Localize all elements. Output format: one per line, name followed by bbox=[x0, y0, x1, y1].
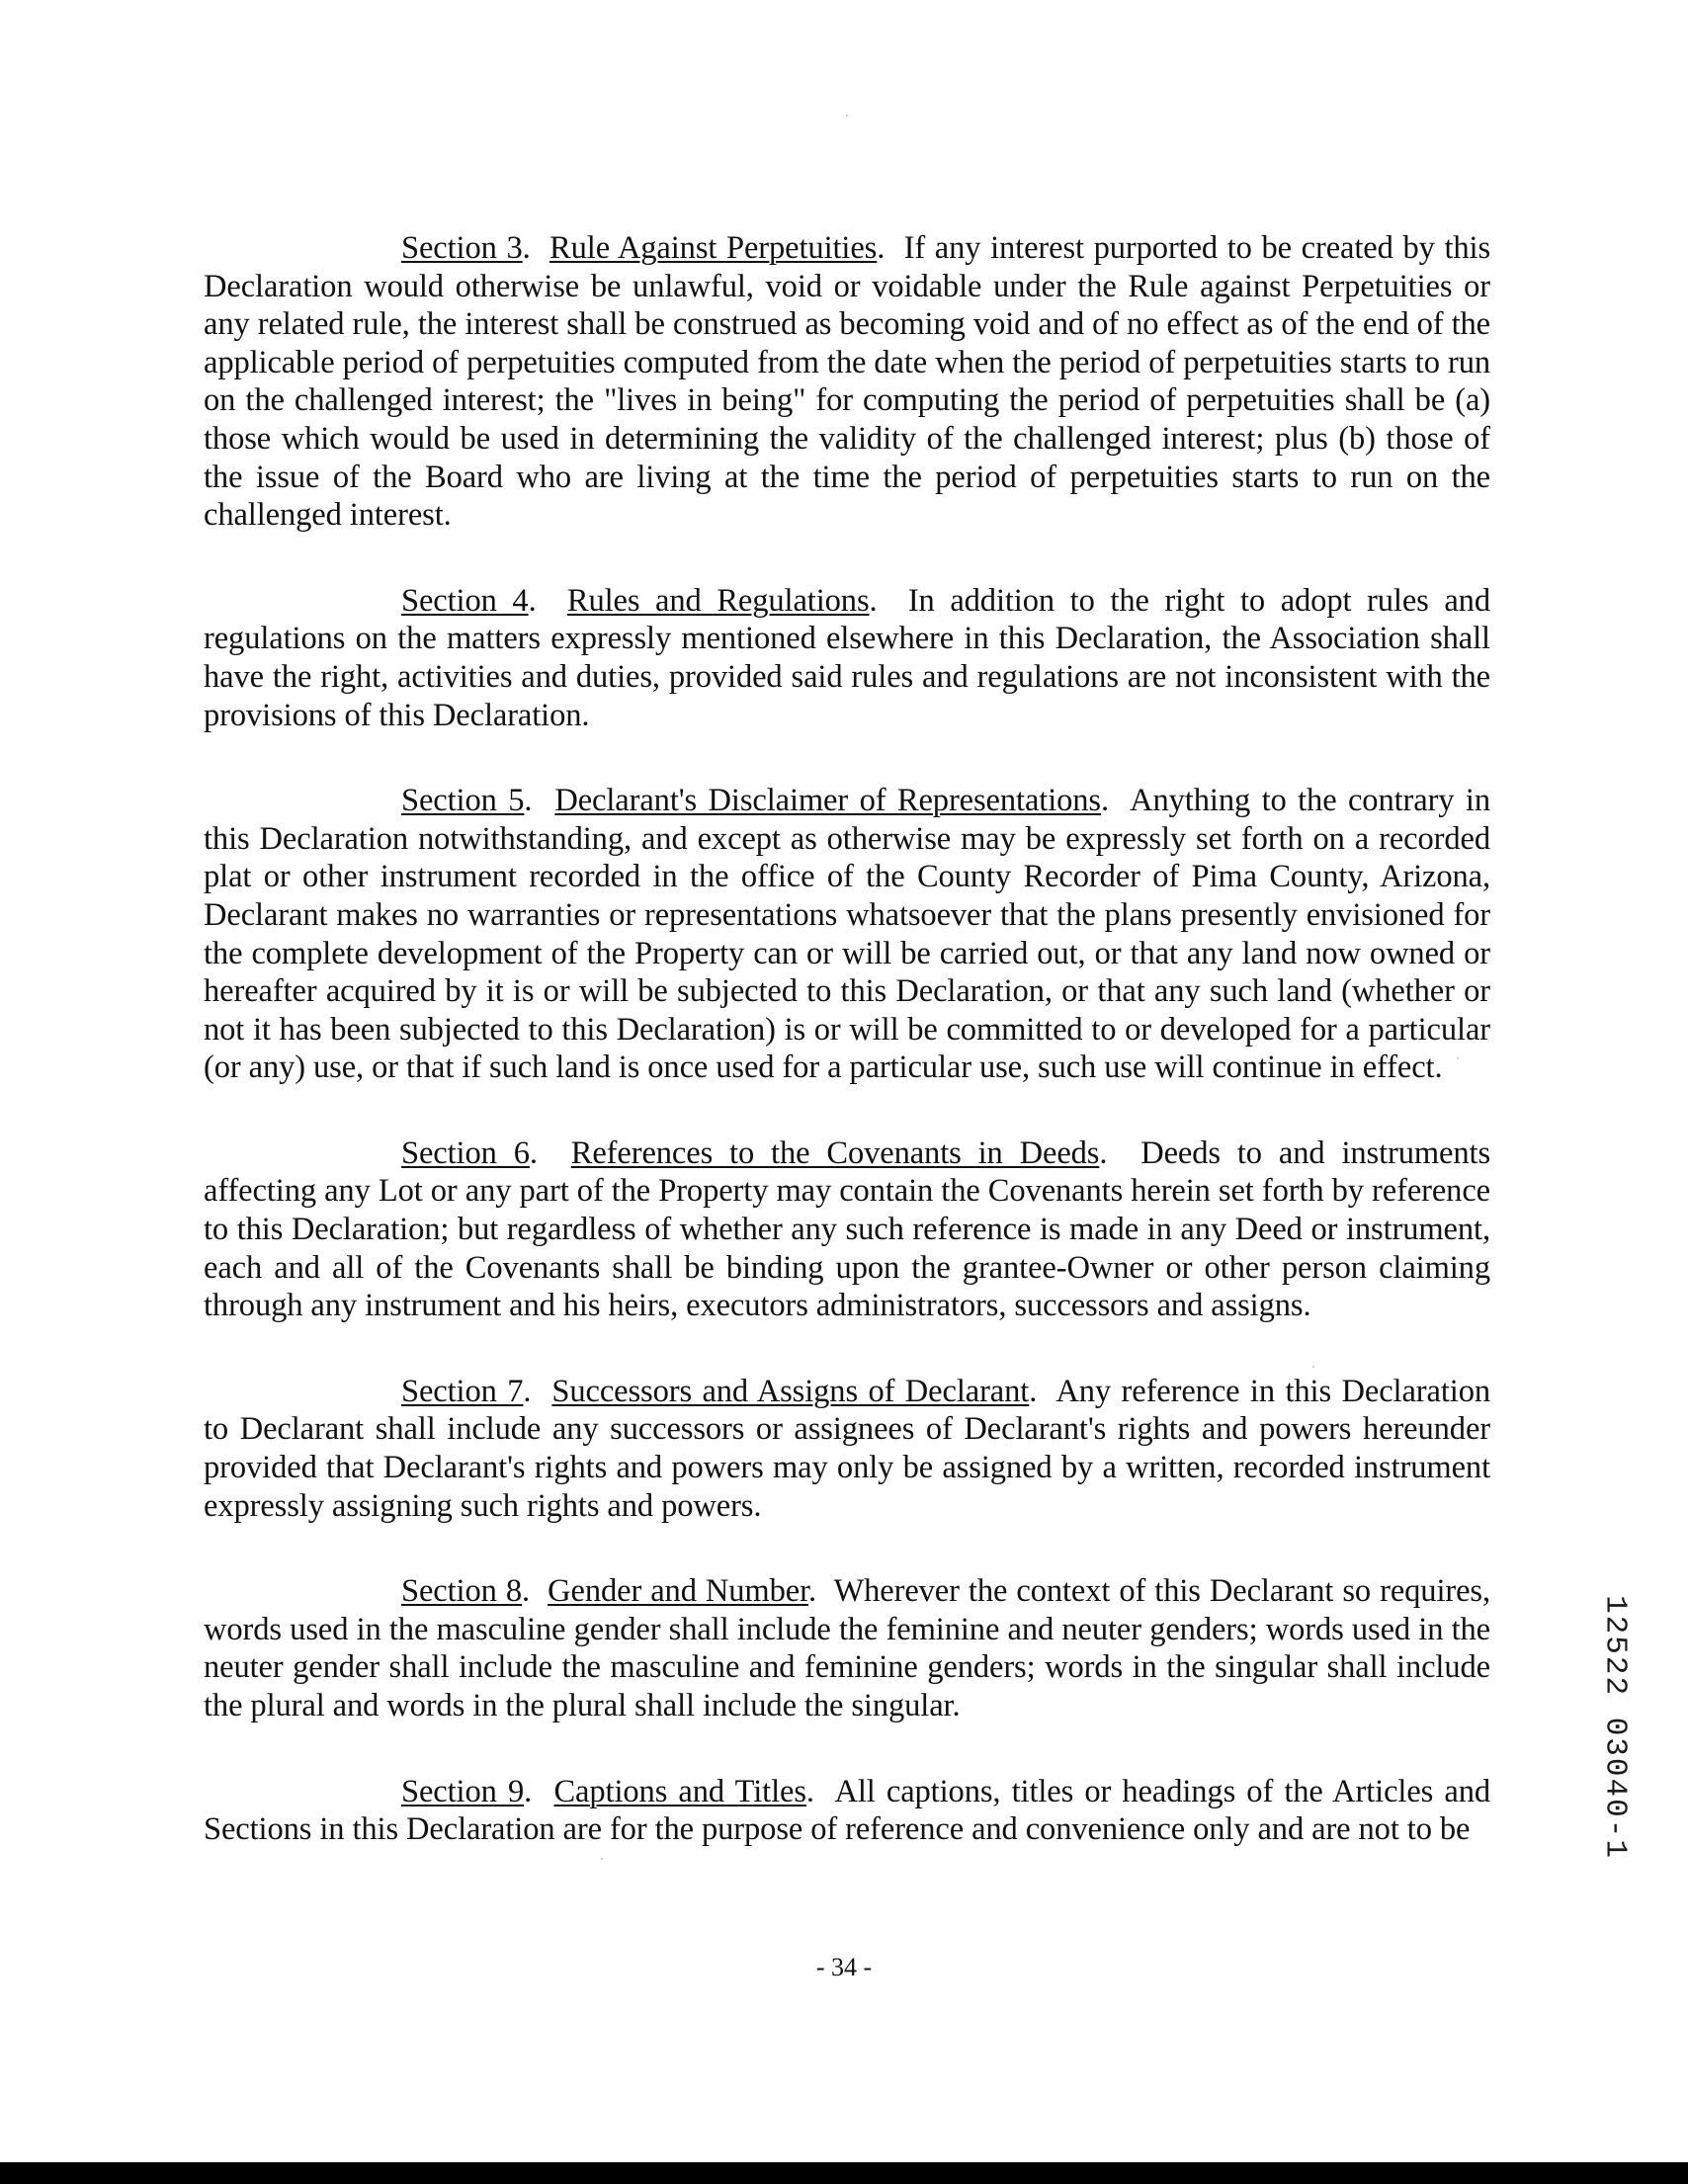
section-label: Section 5 bbox=[401, 783, 525, 819]
section-title: Captions and Titles bbox=[553, 1773, 806, 1809]
section-body: Wherever the context of this Declarant so requires, words used in the masculine gender shall include the feminine and neuter genders; words used in the neuter gender shall include the masculine and feminine genders; words in the singular shall include the plural and words in the plural shall include the singular. bbox=[204, 1573, 1491, 1723]
section-label: Section 7 bbox=[401, 1373, 524, 1409]
section-9: Section 9. Captions and Titles. All captions, titles or headings of the Articles and Sections in this Declaration are for the purpose of reference and convenience only and are not to be bbox=[204, 1773, 1490, 1848]
sections-list bbox=[204, 229, 1490, 1896]
section-body: Any reference in this Declaration to Declarant shall include any successors or assignees of Declarant's rights and powers hereunder provided that Declarant's rights and powers may only be assigned by a written, recorded instrument expressly assigning such rights and powers. bbox=[204, 1373, 1490, 1524]
section-label: Section 6 bbox=[401, 1134, 530, 1171]
section-body: If any interest purported to be created by this Declaration would otherwise be unlawful, void or voidable under the Rule against Perpetuities or any related rule, the interest shall be construed as becoming void and of no effect as of the end of the applicable period of perpetuities computed from the date when the period of perpetuities starts to run on the challenged interest; the "lives in being" for computing the period of perpetuities shall be (a) those which would be used in determining the validity of the challenged interest; plus (b) those of the issue of the Board who are living at the time the period of perpetuities starts to run on the challenged interest. bbox=[204, 230, 1491, 534]
scan-bottom-edge bbox=[0, 2162, 1688, 2184]
section-body: Anything to the contrary in this Declaration notwithstanding, and except as otherwise may be expressly set forth on a recorded plat or other instrument recorded in the office of the County Recorder of Pima County, Arizona, Declarant makes no warranties or representations whatsoever that the plans presently envisioned for the complete development of the Property can or will be carried out, or that any land now owned or hereafter acquired by it is or will be subjected to this Declaration, or that any such land (whether or not it has been subjected to this Declaration) is or will be committed to or developed for a particular (or any) use, or that if such land is once used for a particular use, such use will continue in effect. bbox=[204, 783, 1490, 1086]
section-body: In addition to the right to adopt rules and regulations on the matters expressly mentioned elsewhere in this Declaration, the Association shall have the right, activities and duties, provided said rules and regulations are not inconsistent with the provisions of this Declaration. bbox=[204, 582, 1490, 733]
section-body: All captions, titles or headings of the Articles and Sections in this Declaration are for the purpose of reference and convenience only and are not to be bbox=[204, 1773, 1490, 1848]
scan-speck bbox=[846, 115, 848, 117]
section-3: Section 3. Rule Against Perpetuities. If any interest purported to be created by this Declaration would otherwise be unlawful, void or voidable under the Rule against Perpetuities or any related rule, the interest shall be construed as becoming void and of no effect as of the end of the applicable period of perpetuities computed from the date when the period of perpetuities starts to run on the challenged interest; the "lives in being" for computing the period of perpetuities shall be (a) those which would be used in determining the validity of the challenged interest; plus (b) those of the issue of the Board who are living at the time the period of perpetuities starts to run on the challenged interest. bbox=[204, 230, 1491, 534]
section-label: Section 3 bbox=[401, 230, 523, 266]
section-4: Section 4. Rules and Regulations. In addition to the right to adopt rules and regulations on the matters expressly mentioned elsewhere in this Declaration, the Association shall have the right, activities and duties, provided said rules and regulations are not inconsistent with the provisions of this Declaration. bbox=[204, 582, 1490, 733]
page-number: - 34 - bbox=[815, 1953, 873, 1981]
section-body: Deeds to and instruments affecting any Lot or any part of the Property may contain the Covenants herein set forth by reference to this Declaration; but regardless of whether any such reference is made in any Deed or instrument, each and all of the Covenants shall be binding upon the grantee-Owner or other person claiming through any instrument and his heirs, executors administrators, successors and assigns. bbox=[204, 1134, 1491, 1324]
section-title: Rule Against Perpetuities bbox=[549, 230, 878, 266]
section-label: Section 4 bbox=[401, 582, 529, 619]
recording-stamp bbox=[1585, 1595, 1645, 1860]
recording-stamp-text: 12522 03040-1 bbox=[1597, 1595, 1633, 1860]
scan-speck bbox=[601, 1858, 603, 1860]
section-title: Rules and Regulations bbox=[566, 582, 870, 619]
section-title: References to the Covenants in Deeds bbox=[570, 1134, 1100, 1171]
section-5: Section 5. Declarant's Disclaimer of Representations. Anything to the contrary in this Declaration notwithstanding, and except as otherwise may be expressly set forth on a recorded plat or other instrument recorded in the office of the County Recorder of Pima County, Arizona, Declarant makes no warranties or representations whatsoever that the plans presently envisioned for the complete development of the Property can or will be carried out, or that any land now owned or hereafter acquired by it is or will be subjected to this Declaration, or that any such land (whether or not it has been subjected to this Declaration) is or will be committed to or developed for a particular (or any) use, or that if such land is once used for a particular use, such use will continue in effect. bbox=[204, 783, 1490, 1086]
section-title: Successors and Assigns of Declarant bbox=[551, 1373, 1030, 1409]
scan-speck bbox=[1457, 1057, 1459, 1059]
section-title: Declarant's Disclaimer of Representations bbox=[554, 783, 1101, 819]
section-label: Section 8 bbox=[401, 1573, 522, 1610]
section-8: Section 8. Gender and Number. Wherever the context of this Declarant so requires, words used in the masculine gender shall include the feminine and neuter genders; words used in the neuter gender shall include the masculine and feminine genders; words in the singular shall include the plural and words in the plural shall include the singular. bbox=[204, 1573, 1491, 1723]
section-7: Section 7. Successors and Assigns of Declarant. Any reference in this Declaration to Declarant shall include any successors or assignees of Declarant's rights and powers hereunder provided that Declarant's rights and powers may only be assigned by a written, recorded instrument expressly assigning such rights and powers. bbox=[204, 1373, 1490, 1524]
section-title: Gender and Number bbox=[548, 1573, 809, 1610]
section-label: Section 9 bbox=[401, 1773, 525, 1809]
section-6: Section 6. References to the Covenants in Deeds. Deeds to and instruments affecting any Lot or any part of the Property may contain the Covenants herein set forth by reference to this Declaration; but regardless of whether any such reference is made in any Deed or instrument, each and all of the Covenants shall be binding upon the grantee-Owner or other person claiming through any instrument and his heirs, executors administrators, successors and assigns. bbox=[204, 1134, 1491, 1324]
scan-speck bbox=[1312, 1366, 1314, 1368]
